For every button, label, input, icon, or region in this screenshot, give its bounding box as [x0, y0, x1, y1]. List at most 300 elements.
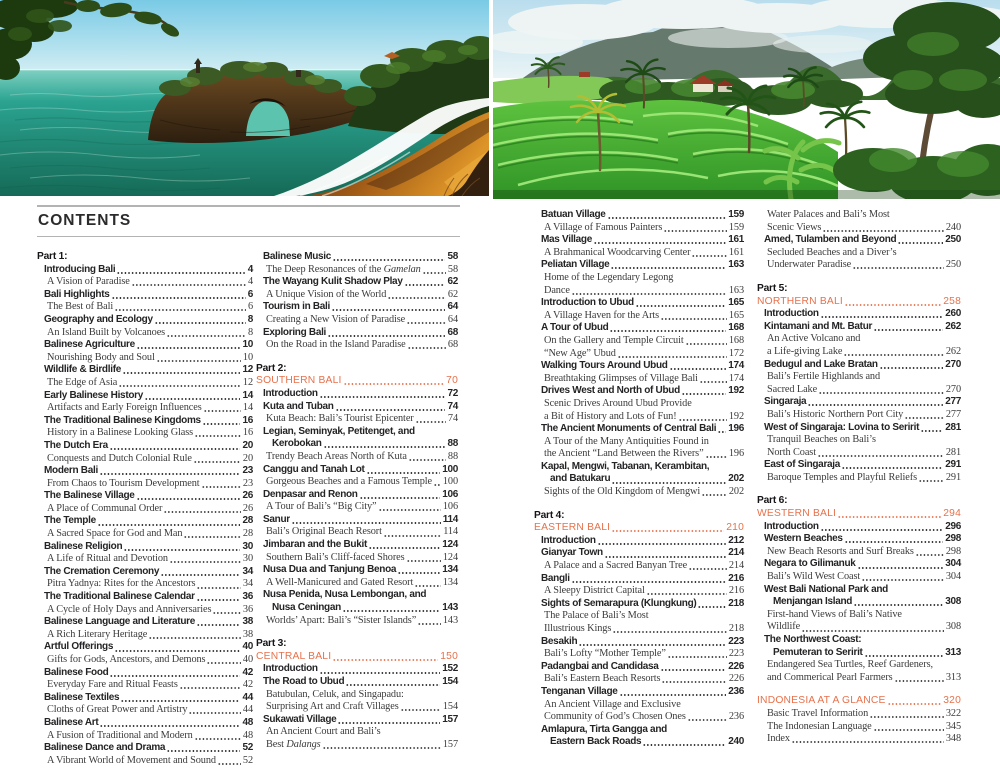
- dot-leader: [195, 738, 241, 740]
- toc-page-number: 154: [442, 701, 458, 713]
- toc-entry-main: [757, 459, 961, 472]
- dot-leader: [161, 574, 240, 576]
- toc-page-number: 23: [242, 477, 253, 489]
- toc-entry-text: Worlds’ Apart: Bali’s “Sister Islands”: [266, 614, 417, 626]
- toc-page-number: 68: [447, 326, 458, 338]
- dot-leader: [324, 446, 446, 448]
- toc-entry-text: An Ancient Court and Bali’s: [266, 726, 381, 738]
- toc-entry-text: Everyday Fare and Ritual Feasts: [47, 679, 178, 691]
- dot-leader: [802, 630, 944, 632]
- dot-leader: [124, 549, 240, 551]
- dot-leader: [195, 435, 241, 437]
- toc-entry-text: A Place of Communal Order: [47, 502, 163, 514]
- toc-entry-main: [534, 385, 744, 398]
- toc-entry-sub: [757, 409, 961, 422]
- toc-entry-sec: [757, 296, 961, 309]
- toc-entry-text: Scenic Drives Around Ubud Provide: [544, 397, 692, 409]
- toc-entry-text: NORTHERN BALI: [757, 295, 843, 307]
- toc-page-number: 345: [945, 720, 961, 732]
- toc-entry-text: Sukawati Village: [263, 713, 337, 725]
- dot-leader: [594, 242, 726, 244]
- toc-entry-text: Best Dalangs: [266, 738, 321, 750]
- toc-page-number: 106: [442, 488, 458, 500]
- toc-entry-text: A Well-Manicured and Gated Resort: [266, 576, 414, 588]
- dot-leader: [888, 703, 942, 705]
- toc-entry-text: Amlapura, Tirta Gangga and: [541, 723, 667, 735]
- dot-leader: [905, 417, 944, 419]
- toc-entry-sub: [256, 526, 458, 539]
- toc-entry-text: A Rich Literary Heritage: [47, 628, 148, 640]
- toc-entry-text: “New Age” Ubud: [544, 347, 616, 359]
- toc-entry-text: Pitra Yadnya: Rites for the Ancestors: [47, 578, 196, 590]
- dot-leader: [360, 497, 441, 499]
- toc-page-number: 14: [242, 389, 253, 401]
- toc-page-number: 28: [242, 528, 253, 540]
- toc-entry-sub: [37, 301, 253, 314]
- dot-leader: [919, 480, 944, 482]
- toc-page-number: 218: [728, 623, 744, 634]
- dot-leader: [808, 404, 943, 406]
- toc-entry-text: Western Beaches: [764, 533, 843, 545]
- dot-leader: [115, 309, 246, 311]
- toc-entry-text: Index: [767, 733, 790, 745]
- toc-entry-text: The Indonesian Language: [767, 720, 872, 732]
- toc-entry-sub: [757, 733, 961, 746]
- tanah-lot-coast-rock-arch-beach-photo: [0, 0, 489, 196]
- toc-entry-text: A Unique Vision of the World: [266, 288, 387, 300]
- toc-page-number: 308: [945, 621, 961, 633]
- toc-entry-sub: [37, 377, 253, 390]
- dot-leader: [636, 305, 726, 307]
- toc-entry-text: Part 4:: [534, 509, 565, 521]
- toc-entry-sub: [757, 247, 961, 272]
- toc-page-number: 40: [242, 654, 253, 665]
- dot-leader: [870, 716, 944, 718]
- toc-page-number: 260: [945, 308, 961, 320]
- toc-entry-text: The Dutch Era: [44, 439, 108, 451]
- toc-page-number: 218: [728, 597, 744, 609]
- toc-entry-sub: [37, 478, 253, 491]
- dot-leader: [197, 624, 240, 626]
- toc-entry-text: Kintamani and Mt. Batur: [764, 320, 873, 332]
- toc-entry-text: Southern Bali’s Cliff-faced Shores: [266, 551, 405, 563]
- toc-entry-text: Balinese Dance and Drama: [44, 742, 166, 754]
- toc-entry-sub: [757, 546, 961, 559]
- toc-page-number: 223: [728, 648, 744, 660]
- dot-leader: [137, 498, 241, 500]
- toc-entry-text: Exploring Bali: [263, 326, 327, 338]
- toc-entry-text: Artful Offerings: [44, 641, 114, 653]
- toc-gap: [757, 272, 961, 283]
- dot-leader: [170, 561, 241, 563]
- toc-entry-text: WESTERN BALI: [757, 508, 837, 520]
- dot-leader: [409, 459, 446, 461]
- toc-entry-text: Part 6:: [757, 495, 788, 507]
- toc-page-number: 277: [945, 396, 961, 408]
- toc-entry-sub: [256, 413, 458, 426]
- toc-entry-text: Cloths of Great Power and Artistry: [47, 704, 188, 716]
- toc-entry-text: Sanur: [263, 513, 290, 525]
- dot-leader: [611, 267, 726, 269]
- toc-entry-text: Introduction: [263, 387, 318, 399]
- toc-entry-sub: [37, 528, 253, 541]
- dot-leader: [880, 367, 944, 369]
- dot-leader: [202, 486, 241, 488]
- toc-page-number: 294: [943, 508, 961, 520]
- toc-entry-sub: [757, 659, 961, 684]
- toc-entry-text: Bali Highlights: [44, 288, 110, 300]
- toc-entry-text: INDONESIA AT A GLANCE: [757, 695, 886, 707]
- toc-entry-sub: [534, 398, 744, 423]
- dot-leader: [706, 456, 727, 458]
- toc-entry-text: Tranquil Beaches on Bali’s: [767, 434, 876, 446]
- toc-entry-sub: [534, 373, 744, 386]
- dot-leader: [572, 293, 727, 295]
- dot-leader: [662, 681, 726, 683]
- toc-entry-main: [37, 490, 253, 503]
- toc-page-number: 291: [945, 471, 961, 483]
- toc-entry-sub: [534, 310, 744, 323]
- toc-page-number: 12: [242, 376, 253, 388]
- dot-leader: [670, 368, 727, 370]
- toc-entry-main: [256, 276, 458, 289]
- toc-entry-main: [757, 321, 961, 334]
- dot-leader: [145, 398, 240, 400]
- dot-leader: [664, 230, 727, 232]
- toc-entry-text: Nourishing Body and Soul: [47, 351, 155, 363]
- dot-leader: [862, 579, 944, 581]
- dot-leader: [572, 581, 726, 583]
- toc-page-number: 223: [728, 635, 744, 647]
- toc-entry-sub: [37, 604, 253, 617]
- toc-entry-sub: [37, 402, 253, 415]
- toc-entry-text: Sights of Semarapura (Klungkung): [541, 597, 697, 609]
- toc-page-number: 88: [447, 450, 458, 462]
- dot-leader: [608, 217, 727, 219]
- toc-entry-text: Batubulan, Celuk, and Singapadu:: [266, 688, 404, 700]
- dot-leader: [700, 381, 727, 383]
- toc-page-number: 262: [945, 345, 961, 357]
- toc-entry-main: [256, 464, 458, 477]
- toc-entry-sub: [534, 222, 744, 235]
- toc-entry-text: Part 3:: [256, 638, 287, 650]
- toc-entry-text: Illustrious Kings: [544, 623, 612, 634]
- toc-entry-sub: [757, 708, 961, 721]
- toc-page-number: 174: [728, 360, 744, 372]
- toc-page-number: 163: [728, 284, 744, 296]
- toc-entry-main: [37, 314, 253, 327]
- toc-entry-text: New Beach Resorts and Surf Breaks: [767, 545, 914, 557]
- toc-page-number: 48: [242, 716, 253, 728]
- toc-entry-sub: [37, 679, 253, 692]
- toc-page-number: 226: [728, 660, 744, 672]
- toc-entry-main: [37, 465, 253, 478]
- toc-entry-part: [256, 363, 458, 376]
- toc-entry-sub: [534, 560, 744, 573]
- dot-leader: [618, 356, 727, 358]
- toc-entry-sub: [37, 704, 253, 717]
- dot-leader: [189, 712, 240, 714]
- toc-entry-main: [256, 676, 458, 689]
- toc-page-number: 214: [728, 547, 744, 559]
- toc-entry-sec: [534, 522, 744, 535]
- toc-entry-sub: [534, 272, 744, 297]
- toc-entry-text: Kuta Beach: Bali’s Tourist Epicenter: [266, 413, 414, 425]
- toc-entry-text: Wildlife: [767, 621, 801, 633]
- toc-page-number: 304: [945, 571, 961, 583]
- toc-entry-text: Modern Bali: [44, 465, 98, 477]
- toc-page-number: 236: [728, 711, 744, 723]
- toc-page-number: 28: [242, 515, 253, 527]
- toc-page-number: 348: [945, 733, 961, 745]
- toc-page-number: 192: [728, 385, 744, 397]
- toc-entry-text: Underwater Paradise: [767, 259, 852, 271]
- toc-entry-text: The Best of Bali: [47, 301, 114, 313]
- toc-page-number: 124: [442, 551, 458, 563]
- toc-entry-text: The Balinese Village: [44, 490, 135, 502]
- toc-page-number: 320: [943, 695, 961, 707]
- toc-entry-text: Padangbai and Candidasa: [541, 660, 659, 672]
- dot-leader: [379, 509, 441, 511]
- toc-page-number: 6: [247, 288, 253, 300]
- dot-leader: [898, 242, 943, 244]
- toc-entry-main: [534, 209, 744, 222]
- toc-entry-text: Balinese Agriculture: [44, 339, 135, 351]
- toc-entry-text: SOUTHERN BALI: [256, 375, 342, 387]
- toc-entry-main: [534, 724, 744, 749]
- toc-entry-main: [757, 521, 961, 534]
- toc-entry-sub: [534, 648, 744, 661]
- toc-entry-sec: [256, 651, 458, 664]
- toc-entry-sub: [757, 571, 961, 584]
- toc-entry-text: Secluded Beaches and a Diver’s: [767, 246, 897, 258]
- toc-page-number: 52: [242, 754, 253, 766]
- toc-entry-text: a Life-giving Lake: [767, 345, 843, 357]
- toc-entry-text: A Tour of the Many Antiquities Found in: [544, 435, 709, 447]
- toc-entry-text: The Road to Ubud: [263, 676, 345, 687]
- toc-entry-text: and Commerical Pearl Farmers: [767, 671, 893, 683]
- dot-leader: [668, 656, 727, 658]
- toc-page-number: 30: [242, 540, 253, 552]
- toc-page-number: 26: [242, 490, 253, 502]
- toc-page-number: 40: [242, 641, 253, 653]
- toc-entry-text: Gifts for Gods, Ancestors, and Demons: [47, 654, 206, 665]
- toc-page-number: 14: [242, 402, 253, 414]
- dot-leader: [292, 522, 441, 524]
- toc-entry-text: Bangli: [541, 572, 570, 584]
- dot-leader: [213, 612, 241, 614]
- toc-page-number: 152: [442, 663, 458, 675]
- dot-leader: [320, 396, 446, 398]
- toc-page-number: 150: [440, 650, 458, 662]
- toc-entry-main: [37, 390, 253, 403]
- toc-entry-text: Surprising Art and Craft Villages: [266, 701, 399, 713]
- toc-entry-text: West of Singaraja: Lovina to Seririt: [764, 421, 920, 433]
- dot-leader: [369, 547, 440, 549]
- toc-entry-text: The Northwest Coast:: [764, 634, 862, 645]
- toc-entry-text: Balinese Language and Literature: [44, 616, 195, 628]
- toc-entry-text: A Life of Ritual and Devotion: [47, 553, 168, 565]
- toc-gap: [256, 352, 458, 363]
- dot-leader: [821, 529, 943, 531]
- dot-leader: [344, 383, 445, 385]
- toc-entry-main: [534, 360, 744, 373]
- toc-entry-main: [256, 301, 458, 314]
- toc-page-number: 26: [242, 502, 253, 514]
- dot-leader: [338, 722, 440, 724]
- toc-page-number: 298: [945, 533, 961, 545]
- dot-leader: [610, 330, 726, 332]
- toc-entry-part: [757, 495, 961, 508]
- toc-page-number: 168: [728, 334, 744, 346]
- toc-entry-sub: [757, 333, 961, 358]
- toc-entry-main: [37, 742, 253, 755]
- toc-entry-sec: [757, 508, 961, 521]
- toc-entry-text: A Vision of Paradise: [47, 276, 130, 288]
- toc-entry-text: Bali’s Historic Northern Port City: [767, 408, 904, 420]
- toc-page-number: 58: [447, 251, 458, 262]
- toc-entry-sub: [534, 436, 744, 461]
- toc-entry-text: On the Road in the Island Paradise: [266, 339, 406, 351]
- dot-leader: [401, 709, 441, 711]
- toc-page-number: 313: [945, 671, 961, 683]
- toc-entry-part: [37, 251, 253, 264]
- dot-leader: [207, 662, 240, 664]
- toc-entry-text: Introduction: [764, 520, 819, 532]
- toc-page-number: 34: [242, 565, 253, 577]
- toc-entry-text: Conquests and Dutch Colonial Rule: [47, 452, 192, 464]
- dot-leader: [343, 610, 440, 612]
- toc-page-number: 296: [945, 520, 961, 532]
- dot-leader: [112, 297, 246, 299]
- toc-entry-main: [757, 234, 961, 247]
- dot-leader: [916, 554, 944, 556]
- toc-entry-main: [37, 616, 253, 629]
- toc-page-number: 202: [728, 486, 744, 498]
- toc-entry-sub: [37, 553, 253, 566]
- toc-page-number: 240: [728, 736, 744, 748]
- toc-entry-text: A Sacred Space for God and Man: [47, 528, 183, 540]
- dot-leader: [155, 322, 246, 324]
- toc-page-number: 20: [242, 452, 253, 464]
- dot-leader: [688, 719, 727, 721]
- toc-page-number: 34: [242, 578, 253, 590]
- dot-leader: [115, 650, 240, 652]
- toc-entry-text: A Palace and a Sacred Banyan Tree: [544, 560, 688, 572]
- toc-page-number: 58: [447, 263, 458, 275]
- dot-leader: [895, 680, 944, 682]
- dot-leader: [865, 655, 944, 657]
- toc-entry-sub: [256, 314, 458, 327]
- toc-entry-text: The Ancient Monuments of Central Bali: [541, 423, 717, 435]
- toc-page-number: 4: [247, 263, 253, 275]
- dot-leader: [164, 511, 241, 513]
- toc-entry-text: Breathtaking Glimpses of Village Bali: [544, 372, 698, 384]
- toc-entry-text: The Cremation Ceremony: [44, 565, 160, 577]
- toc-entry-text: A Village of Famous Painters: [544, 221, 663, 233]
- toc-gap: [256, 627, 458, 638]
- toc-entry-main: [37, 415, 253, 428]
- toc-page-number: 38: [242, 628, 253, 640]
- toc-entry-main: [757, 308, 961, 321]
- dot-leader: [643, 744, 726, 746]
- toc-page-number: 226: [728, 673, 744, 685]
- toc-entry-main: [534, 322, 744, 335]
- toc-entry-text: Bali’s Lofty “Mother Temple”: [544, 648, 666, 660]
- toc-entry-sub: [256, 726, 458, 751]
- toc-page-number: 258: [943, 295, 961, 307]
- toc-entry-sub: [256, 552, 458, 565]
- toc-page-number: 4: [247, 276, 253, 288]
- dot-leader: [204, 410, 241, 412]
- toc-entry-text: Geography and Ecology: [44, 313, 153, 325]
- toc-page-number: 281: [945, 421, 961, 433]
- toc-entry-sub: [256, 577, 458, 590]
- toc-page-number: 214: [728, 560, 744, 572]
- toc-page-number: 12: [242, 364, 253, 376]
- dot-leader: [416, 421, 446, 423]
- toc-gap: [757, 484, 961, 495]
- toc-entry-main: [757, 634, 961, 659]
- toc-entry-text: Batuan Village: [541, 209, 606, 220]
- toc-entry-part: [757, 283, 961, 296]
- toc-page-number: 202: [728, 473, 744, 485]
- toc-entry-main: [37, 339, 253, 352]
- toc-entry-main: [256, 401, 458, 414]
- dot-leader: [328, 335, 445, 337]
- toc-entry-text: North Coast: [767, 446, 816, 458]
- toc-entry-sub: [534, 699, 744, 724]
- toc-entry-main: [37, 566, 253, 579]
- toc-page-number: 74: [447, 413, 458, 425]
- toc-entry-sub: [256, 289, 458, 302]
- toc-entry-text: Gorgeous Beaches and a Famous Temple: [266, 476, 433, 488]
- toc-entry-main: [256, 251, 458, 264]
- dot-leader: [579, 644, 726, 646]
- toc-page-number: 143: [442, 602, 458, 614]
- page-title: CONTENTS: [38, 211, 132, 229]
- dot-leader: [921, 430, 943, 432]
- toc-page-number: 157: [442, 738, 458, 750]
- toc-page-number: 48: [242, 729, 253, 741]
- toc-gap: [534, 499, 744, 510]
- toc-entry-text: Trendy Beach Areas North of Kuta: [266, 450, 407, 462]
- dot-leader: [620, 694, 727, 696]
- dot-leader: [332, 309, 445, 311]
- toc-entry-part: [534, 510, 744, 523]
- toc-entry-main: [757, 558, 961, 571]
- toc-page-number: 308: [945, 596, 961, 608]
- toc-entry-main: [534, 573, 744, 586]
- toc-entry-text: Besakih: [541, 635, 578, 647]
- toc-col-1: [37, 251, 253, 767]
- toc-entry-text: Scenic Views: [767, 221, 822, 233]
- toc-entry-text: Endangered Sea Turtles, Reef Gardeners,: [767, 659, 933, 671]
- toc-entry-sub: [757, 609, 961, 634]
- toc-page-number: 174: [728, 372, 744, 384]
- dot-leader: [845, 541, 944, 543]
- toc-entry-sub: [37, 730, 253, 743]
- toc-entry-text: Singaraja: [764, 396, 807, 408]
- toc-entry-text: An Ancient Village and Exclusive: [544, 698, 681, 710]
- dot-leader: [408, 347, 446, 349]
- toc-entry-sub: [534, 585, 744, 598]
- toc-col-2: [256, 251, 458, 752]
- toc-entry-text: the Ancient “Land Between the Rivers”: [544, 448, 704, 460]
- toc-entry-text: and Batukaru: [550, 473, 611, 485]
- toc-entry-main: [534, 547, 744, 560]
- toc-entry-text: Bali’s Wild West Coast: [767, 571, 861, 583]
